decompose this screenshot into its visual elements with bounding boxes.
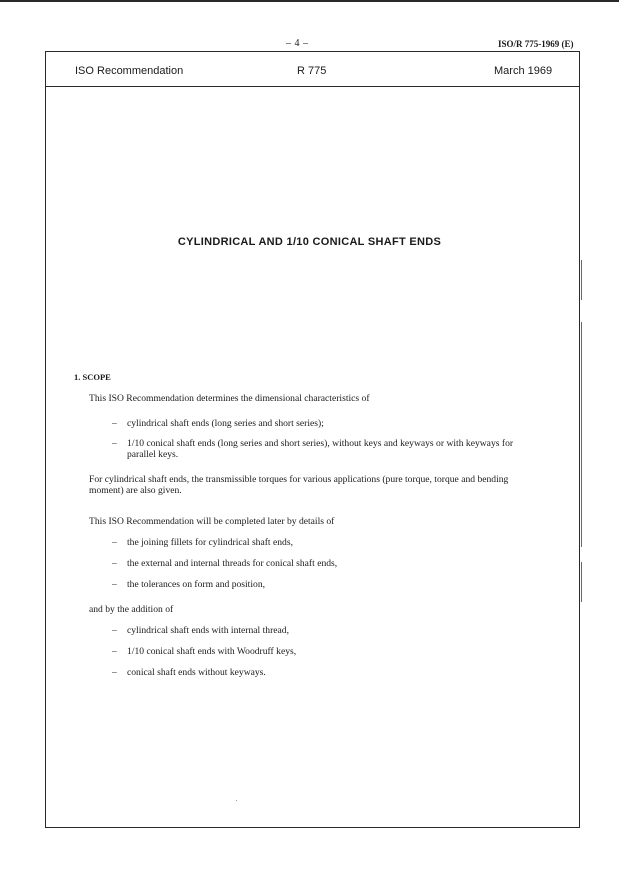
scan-artifact-line bbox=[581, 322, 582, 547]
scan-edge-line bbox=[0, 0, 619, 2]
list-item bbox=[112, 646, 297, 657]
page-number: – 4 – bbox=[286, 38, 309, 49]
paragraph-intro: This ISO Recommendation determines the dimensional characteristics of bbox=[89, 393, 370, 404]
bullet-dash: – bbox=[112, 537, 117, 548]
section-heading-scope: 1. SCOPE bbox=[74, 372, 111, 382]
bullet-dash: – bbox=[112, 667, 117, 678]
list-item bbox=[112, 625, 289, 636]
document-title: CYLINDRICAL AND 1/10 CONICAL SHAFT ENDS bbox=[177, 236, 442, 248]
list-item bbox=[112, 579, 266, 590]
list-item-text: the joining fillets for cylindrical shaft ends, bbox=[127, 537, 293, 548]
bullet-dash: – bbox=[112, 646, 117, 657]
bullet-dash: – bbox=[112, 625, 117, 636]
bullet-dash: – bbox=[112, 418, 117, 429]
paragraph-torques-line2: moment) are also given. bbox=[89, 485, 182, 496]
header-divider bbox=[46, 86, 579, 87]
list-item-text: the external and internal threads for conical shaft ends, bbox=[127, 558, 338, 569]
bullet-dash: – bbox=[112, 558, 117, 569]
paragraph-addition: and by the addition of bbox=[89, 604, 174, 615]
list-item-text: 1/10 conical shaft ends (long series and short series), without keys and keyways or with keyways for bbox=[127, 438, 514, 449]
list-item bbox=[112, 537, 293, 548]
header-recommendation: ISO Recommendation bbox=[75, 65, 184, 77]
scan-artifact-line bbox=[581, 562, 582, 602]
paragraph-torques-line1: For cylindrical shaft ends, the transmissible torques for various applications (pure torque, torque and bending bbox=[89, 474, 509, 485]
list-item-text: cylindrical shaft ends with internal thread, bbox=[127, 625, 289, 636]
list-item-text: conical shaft ends without keyways. bbox=[127, 667, 266, 678]
bullet-dash: – bbox=[112, 579, 117, 590]
list-item bbox=[112, 558, 338, 569]
list-item bbox=[112, 667, 266, 678]
list-item bbox=[112, 418, 324, 429]
bullet-dash: – bbox=[112, 438, 117, 449]
list-item bbox=[112, 438, 514, 449]
header-number: R 775 bbox=[297, 65, 327, 77]
list-item-text: the tolerances on form and position, bbox=[127, 579, 266, 590]
header-date: March 1969 bbox=[494, 65, 553, 77]
document-reference: ISO/R 775-1969 (E) bbox=[498, 39, 574, 49]
list-item-text: cylindrical shaft ends (long series and short series); bbox=[127, 418, 324, 429]
scan-speck bbox=[236, 800, 237, 801]
list-item-continuation: parallel keys. bbox=[127, 449, 179, 460]
paragraph-completion: This ISO Recommendation will be completed later by details of bbox=[89, 516, 335, 527]
list-item-text: 1/10 conical shaft ends with Woodruff keys, bbox=[127, 646, 297, 657]
scan-artifact-line bbox=[581, 260, 582, 300]
